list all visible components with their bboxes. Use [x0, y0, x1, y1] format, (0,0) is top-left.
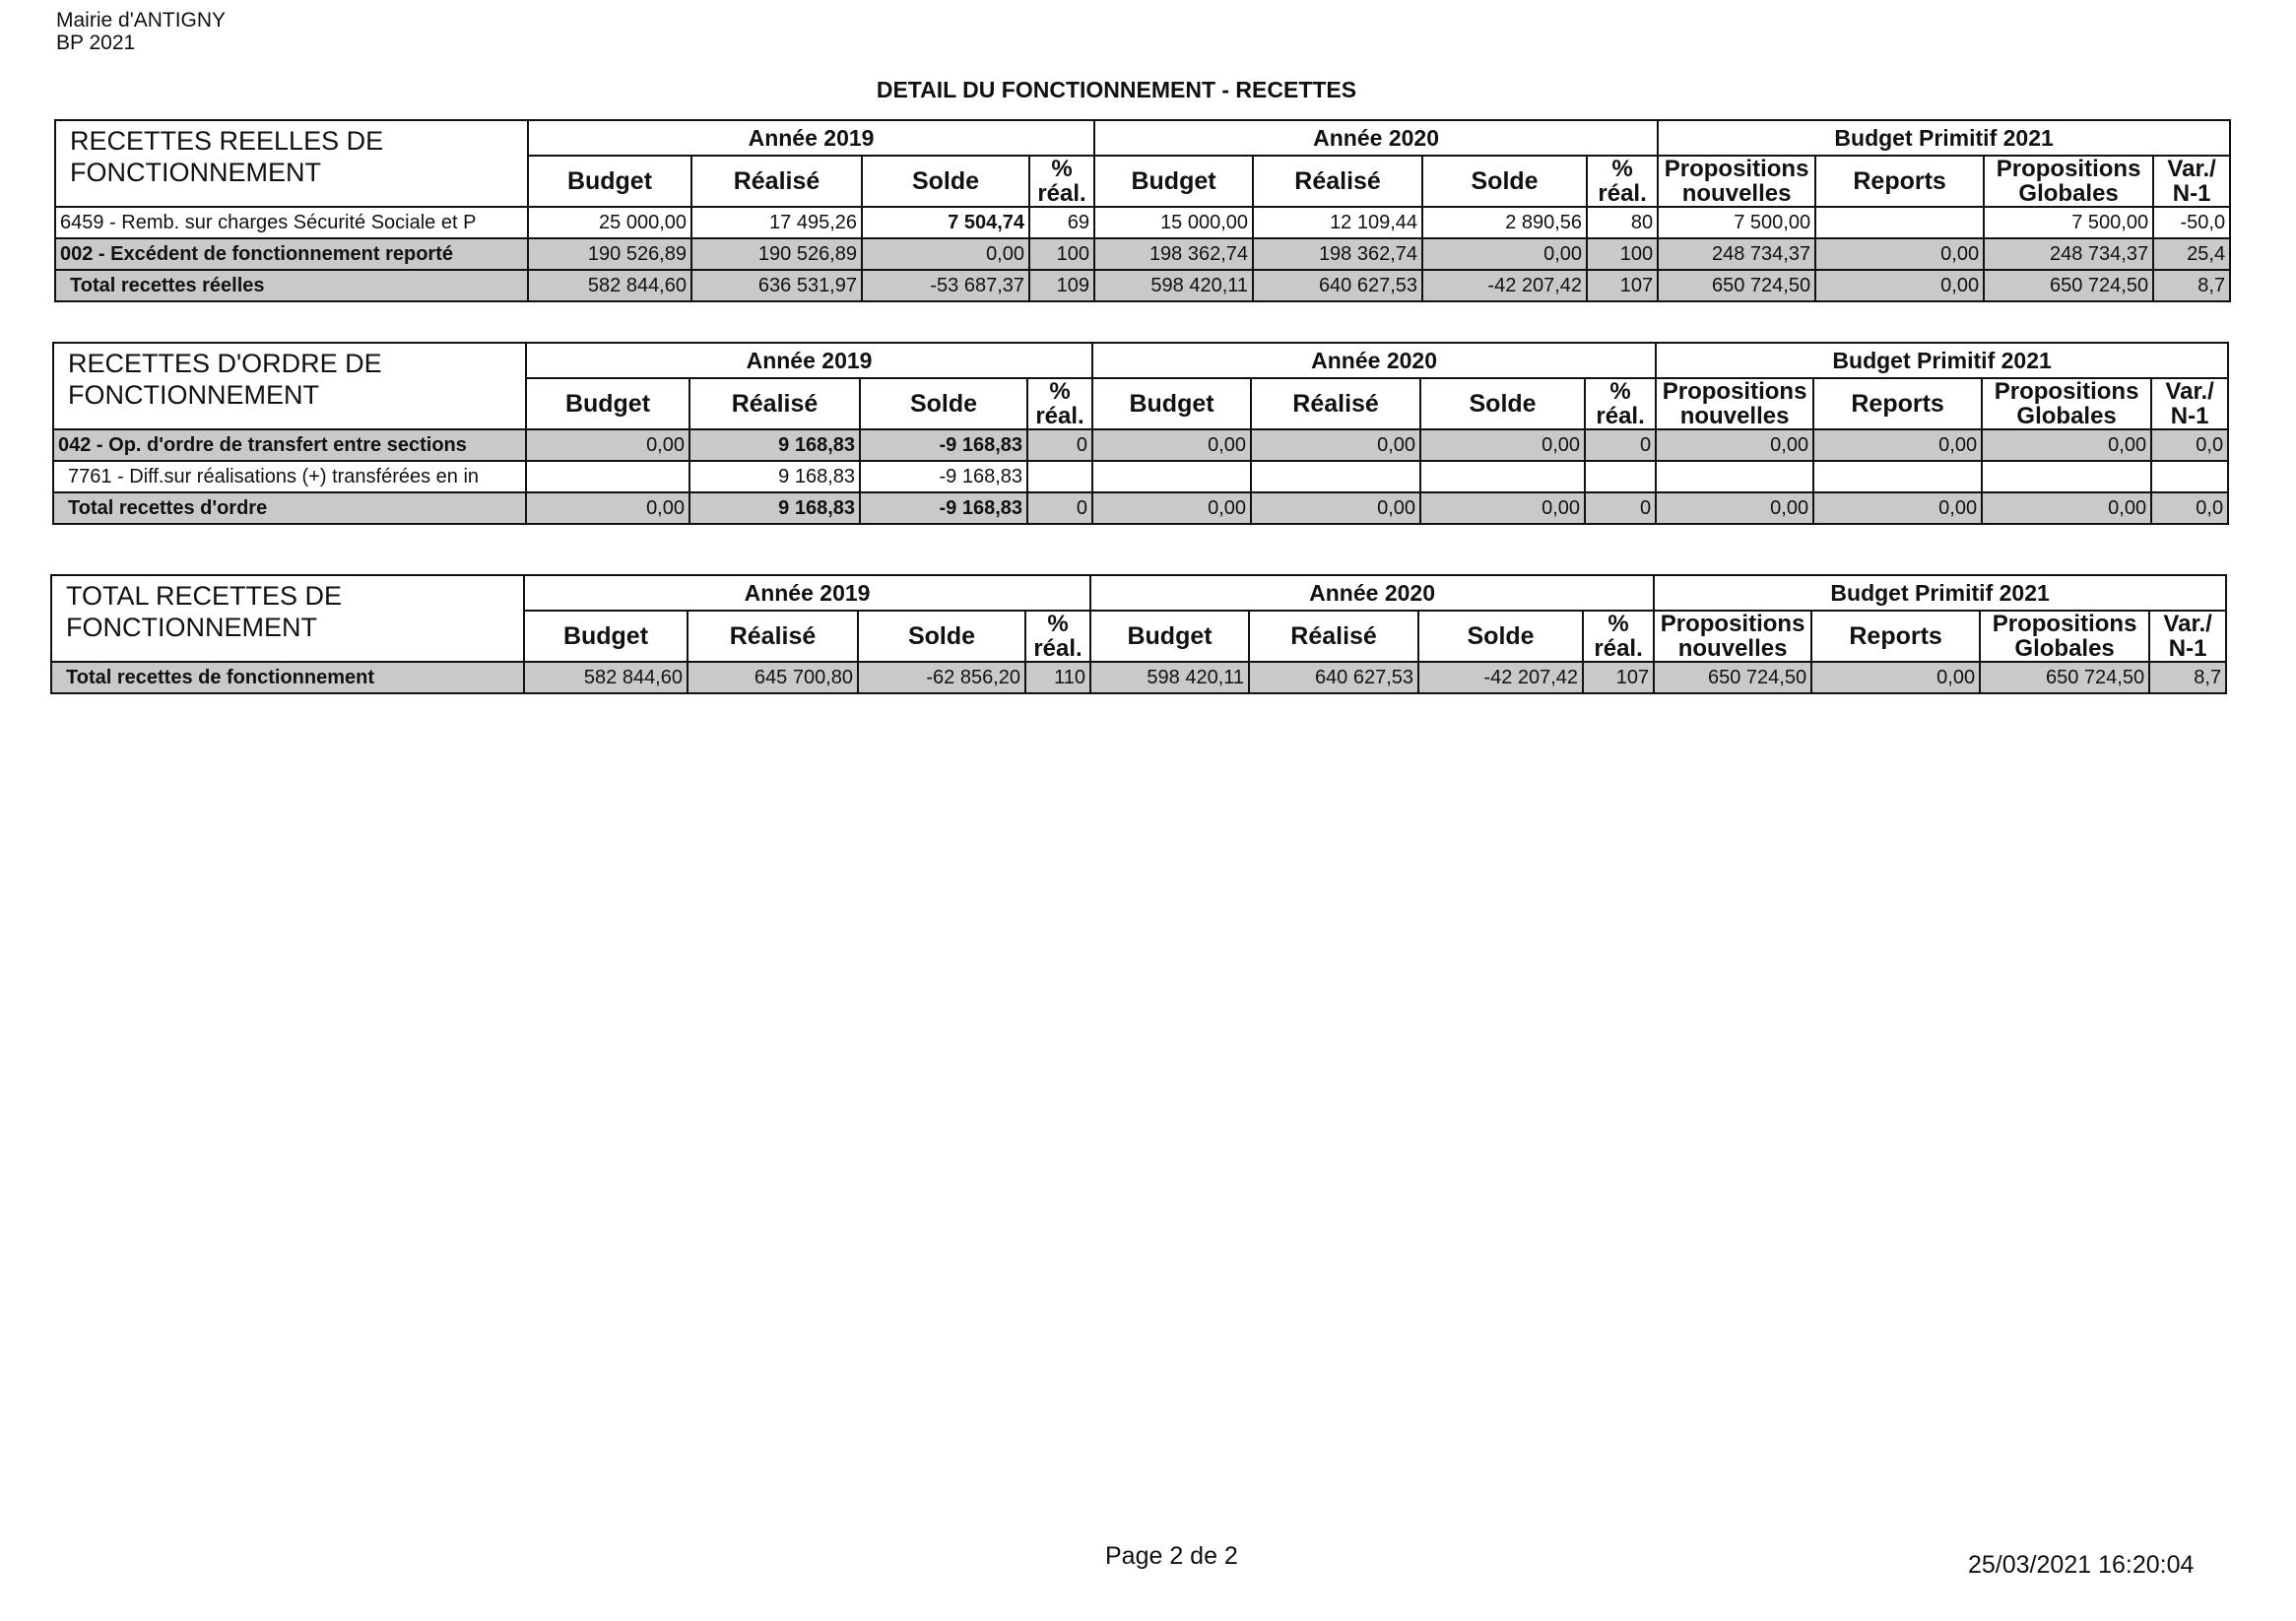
cell-budget-2020: 198 362,74 [1094, 238, 1253, 270]
cell-var: -50,0 [2153, 207, 2230, 238]
col-propositions-nouvelles: Propositions nouvelles [1656, 378, 1813, 429]
cell-propositions-globales: 248 734,37 [1984, 238, 2153, 270]
cell-solde-2020: 0,00 [1420, 429, 1585, 461]
org-name: Mairie d'ANTIGNY [56, 9, 227, 32]
cell-budget-2019: 0,00 [526, 429, 689, 461]
cell-realise-2020: 0,00 [1251, 429, 1420, 461]
row-label: 6459 - Remb. sur charges Sécurité Sociale et P [55, 207, 528, 238]
col-realise: Réalisé [1249, 611, 1418, 662]
cell-reports [1813, 461, 1982, 492]
cell-reports: 0,00 [1815, 238, 1984, 270]
col-pct: % réal. [1027, 378, 1092, 429]
col-realise: Réalisé [1251, 378, 1420, 429]
cell-solde-2020: -42 207,42 [1418, 662, 1583, 693]
row-label: Total recettes d'ordre [53, 492, 526, 524]
cell-budget-2020: 0,00 [1092, 492, 1251, 524]
cell-pct-2020: 0 [1585, 429, 1656, 461]
cell-solde-2020: 0,00 [1422, 238, 1587, 270]
cell-pct-2020: 0 [1585, 492, 1656, 524]
budget-label: BP 2021 [56, 32, 136, 54]
col-pct: % réal. [1029, 156, 1094, 207]
col-propositions-globales: Propositions Globales [1982, 378, 2151, 429]
cell-pct-2020: 80 [1587, 207, 1658, 238]
year-2020-header: Année 2020 [1090, 575, 1654, 611]
table-row-total [55, 270, 2230, 301]
cell-budget-2019: 190 526,89 [528, 238, 691, 270]
cell-propositions-globales [1982, 461, 2151, 492]
col-reports: Reports [1813, 378, 1982, 429]
cell-realise-2019: 190 526,89 [691, 238, 862, 270]
cell-realise-2020: 198 362,74 [1253, 238, 1422, 270]
table-row-total [53, 492, 2228, 524]
cell-pct-2020: 100 [1587, 238, 1658, 270]
col-solde: Solde [858, 611, 1025, 662]
col-var: Var./ N-1 [2153, 156, 2230, 207]
cell-realise-2020: 12 109,44 [1253, 207, 1422, 238]
col-var: Var./ N-1 [2149, 611, 2226, 662]
table-row [55, 207, 2230, 238]
bp-2021-header: Budget Primitif 2021 [1654, 575, 2226, 611]
table-row [53, 461, 2228, 492]
cell-pct-2019: 0 [1027, 429, 1092, 461]
cell-solde-2019: 0,00 [862, 238, 1029, 270]
cell-budget-2019: 0,00 [526, 492, 689, 524]
cell-propositions-nouvelles: 650 724,50 [1658, 270, 1815, 301]
col-pct: % réal. [1587, 156, 1658, 207]
cell-propositions-globales: 0,00 [1982, 492, 2151, 524]
col-realise: Réalisé [1253, 156, 1422, 207]
cell-realise-2020: 640 627,53 [1249, 662, 1418, 693]
section-title: RECETTES D'ORDRE DE FONCTIONNEMENT [53, 343, 526, 429]
cell-var: 8,7 [2149, 662, 2226, 693]
cell-propositions-globales: 650 724,50 [1980, 662, 2149, 693]
cell-propositions-nouvelles: 7 500,00 [1658, 207, 1815, 238]
cell-pct-2020 [1585, 461, 1656, 492]
col-reports: Reports [1815, 156, 1984, 207]
row-label: Total recettes de fonctionnement [51, 662, 524, 693]
cell-pct-2019: 69 [1029, 207, 1094, 238]
cell-var: 8,7 [2153, 270, 2230, 301]
cell-budget-2020 [1092, 461, 1251, 492]
cell-propositions-nouvelles: 248 734,37 [1658, 238, 1815, 270]
cell-realise-2020: 640 627,53 [1253, 270, 1422, 301]
col-budget: Budget [1094, 156, 1253, 207]
table-recettes-reelles [54, 119, 2231, 302]
cell-solde-2019: -53 687,37 [862, 270, 1029, 301]
cell-budget-2020: 0,00 [1092, 429, 1251, 461]
col-pct: % réal. [1583, 611, 1654, 662]
cell-budget-2020: 15 000,00 [1094, 207, 1253, 238]
cell-budget-2019: 582 844,60 [524, 662, 688, 693]
cell-propositions-globales: 650 724,50 [1984, 270, 2153, 301]
cell-var: 25,4 [2153, 238, 2230, 270]
col-var: Var./ N-1 [2151, 378, 2228, 429]
cell-solde-2020: 0,00 [1420, 492, 1585, 524]
cell-pct-2019: 100 [1029, 238, 1094, 270]
cell-var: 0,0 [2151, 429, 2228, 461]
page-number: Page 2 de 2 [1105, 1542, 1238, 1570]
cell-realise-2019: 636 531,97 [691, 270, 862, 301]
col-solde: Solde [1418, 611, 1583, 662]
cell-propositions-nouvelles: 0,00 [1656, 429, 1813, 461]
cell-realise-2019: 9 168,83 [689, 492, 860, 524]
cell-solde-2019: 7 504,74 [862, 207, 1029, 238]
table-row [53, 429, 2228, 461]
row-label: 042 - Op. d'ordre de transfert entre sections [53, 429, 526, 461]
cell-pct-2019: 0 [1027, 492, 1092, 524]
col-budget: Budget [1092, 378, 1251, 429]
cell-budget-2020: 598 420,11 [1094, 270, 1253, 301]
cell-solde-2020: -42 207,42 [1422, 270, 1587, 301]
year-2020-header: Année 2020 [1092, 343, 1656, 378]
col-budget: Budget [526, 378, 689, 429]
cell-realise-2020 [1251, 461, 1420, 492]
col-propositions-globales: Propositions Globales [1984, 156, 2153, 207]
year-2020-header: Année 2020 [1094, 120, 1658, 156]
cell-realise-2019: 17 495,26 [691, 207, 862, 238]
cell-solde-2019: -9 168,83 [860, 461, 1027, 492]
cell-propositions-nouvelles: 0,00 [1656, 492, 1813, 524]
cell-pct-2019: 109 [1029, 270, 1094, 301]
bp-2021-header: Budget Primitif 2021 [1658, 120, 2230, 156]
cell-reports: 0,00 [1813, 429, 1982, 461]
cell-budget-2019 [526, 461, 689, 492]
col-budget: Budget [528, 156, 691, 207]
cell-var [2151, 461, 2228, 492]
cell-reports: 0,00 [1813, 492, 1982, 524]
cell-var: 0,0 [2151, 492, 2228, 524]
cell-realise-2019: 9 168,83 [689, 429, 860, 461]
col-propositions-globales: Propositions Globales [1980, 611, 2149, 662]
year-2019-header: Année 2019 [526, 343, 1092, 378]
table-row-total [51, 662, 2226, 693]
cell-realise-2019: 9 168,83 [689, 461, 860, 492]
cell-reports: 0,00 [1811, 662, 1980, 693]
col-budget: Budget [1090, 611, 1249, 662]
cell-solde-2020 [1420, 461, 1585, 492]
cell-budget-2019: 582 844,60 [528, 270, 691, 301]
col-realise: Réalisé [691, 156, 862, 207]
section-title: RECETTES REELLES DE FONCTIONNEMENT [55, 120, 528, 207]
col-realise: Réalisé [689, 378, 860, 429]
bp-2021-header: Budget Primitif 2021 [1656, 343, 2228, 378]
cell-solde-2019: -9 168,83 [860, 492, 1027, 524]
col-solde: Solde [860, 378, 1027, 429]
table-total-recettes [50, 574, 2227, 694]
cell-propositions-globales: 7 500,00 [1984, 207, 2153, 238]
year-2019-header: Année 2019 [528, 120, 1094, 156]
row-label: 7761 - Diff.sur réalisations (+) transférées en in [53, 461, 526, 492]
table-recettes-ordre [52, 342, 2229, 525]
cell-realise-2020: 0,00 [1251, 492, 1420, 524]
cell-budget-2020: 598 420,11 [1090, 662, 1249, 693]
page-title-text: DETAIL DU FONCTIONNEMENT - RECETTES [876, 77, 1357, 102]
col-solde: Solde [862, 156, 1029, 207]
cell-pct-2020: 107 [1587, 270, 1658, 301]
section-title: TOTAL RECETTES DE FONCTIONNEMENT [51, 575, 524, 662]
cell-pct-2019: 110 [1025, 662, 1090, 693]
cell-pct-2019 [1027, 461, 1092, 492]
cell-reports [1815, 207, 1984, 238]
page-title [0, 77, 2296, 103]
cell-solde-2019: -9 168,83 [860, 429, 1027, 461]
cell-solde-2019: -62 856,20 [858, 662, 1025, 693]
col-budget: Budget [524, 611, 688, 662]
col-pct: % réal. [1025, 611, 1090, 662]
col-pct: % réal. [1585, 378, 1656, 429]
col-realise: Réalisé [688, 611, 858, 662]
col-reports: Reports [1811, 611, 1980, 662]
col-solde: Solde [1422, 156, 1587, 207]
year-2019-header: Année 2019 [524, 575, 1090, 611]
row-label: 002 - Excédent de fonctionnement reporté [55, 238, 528, 270]
cell-budget-2019: 25 000,00 [528, 207, 691, 238]
print-datetime: 25/03/2021 16:20:04 [1968, 1551, 2195, 1579]
cell-reports: 0,00 [1815, 270, 1984, 301]
col-solde: Solde [1420, 378, 1585, 429]
table-row [55, 238, 2230, 270]
cell-propositions-globales: 0,00 [1982, 429, 2151, 461]
cell-pct-2020: 107 [1583, 662, 1654, 693]
cell-propositions-nouvelles: 650 724,50 [1654, 662, 1811, 693]
row-label: Total recettes réelles [55, 270, 528, 301]
col-propositions-nouvelles: Propositions nouvelles [1658, 156, 1815, 207]
col-propositions-nouvelles: Propositions nouvelles [1654, 611, 1811, 662]
cell-solde-2020: 2 890,56 [1422, 207, 1587, 238]
cell-realise-2019: 645 700,80 [688, 662, 858, 693]
cell-propositions-nouvelles [1656, 461, 1813, 492]
